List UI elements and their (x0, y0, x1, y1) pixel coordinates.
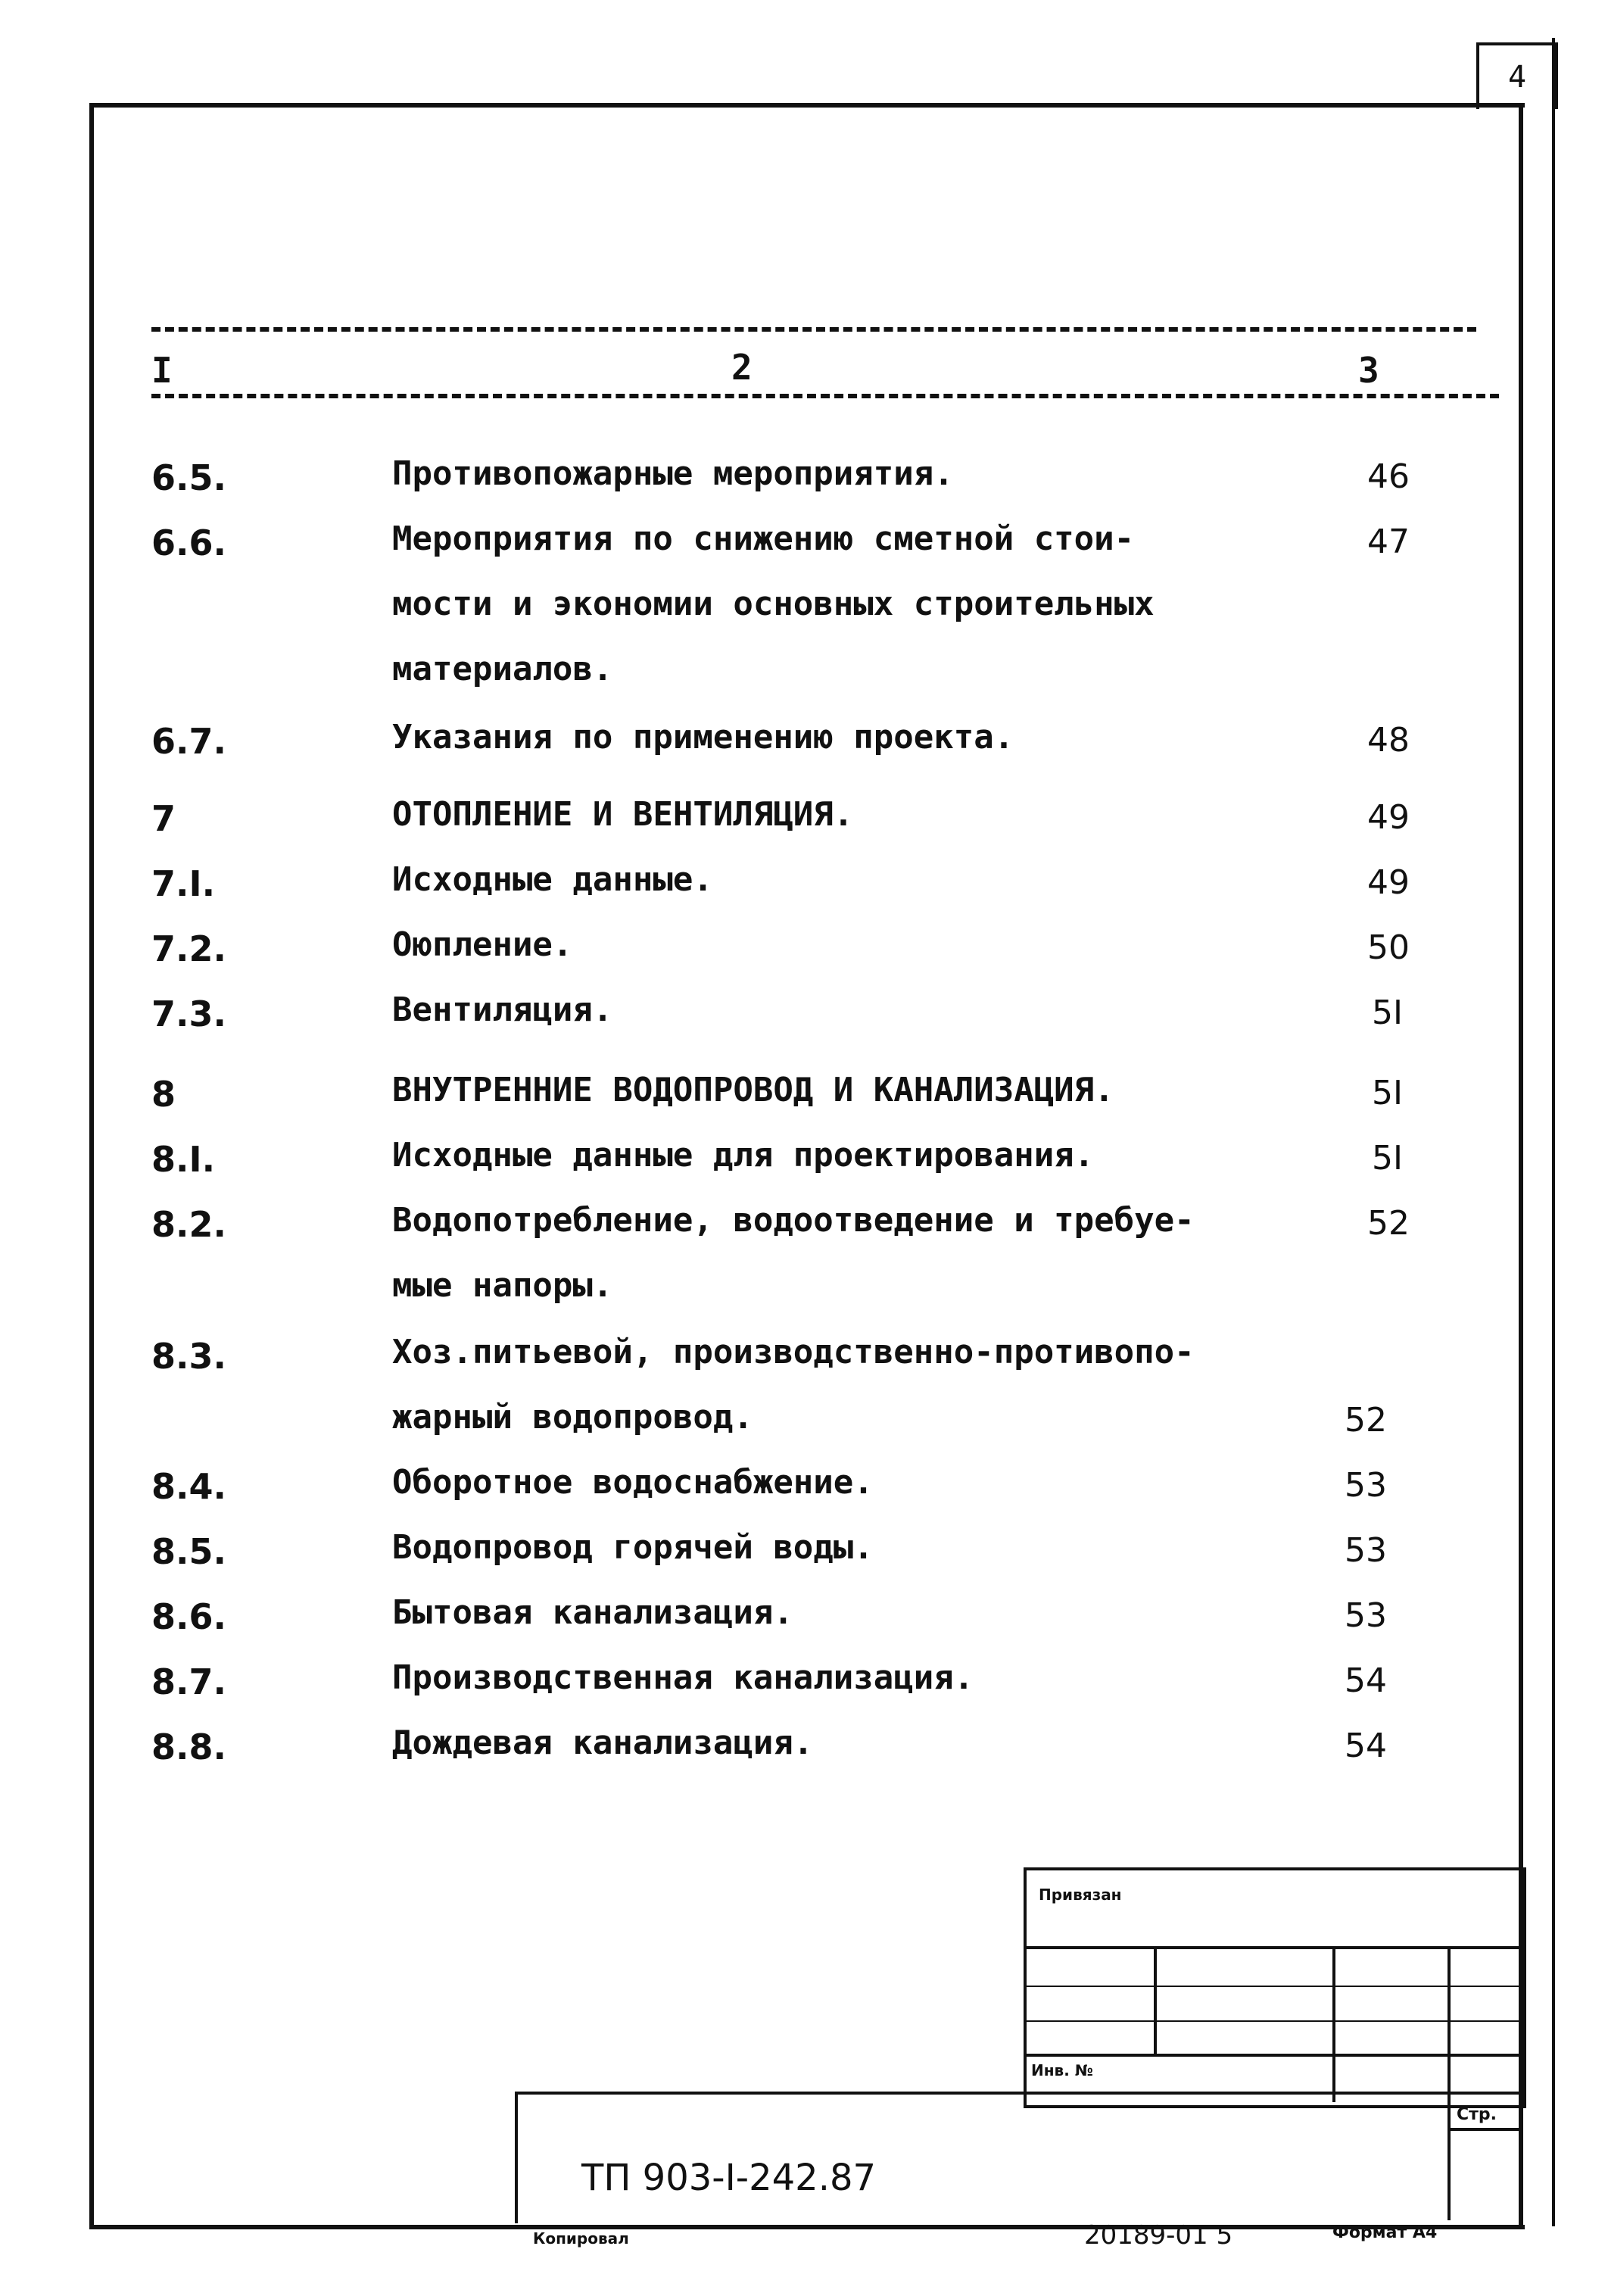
section-title-line: Мероприятия по снижению сметной стои- (392, 519, 1135, 558)
section-title-line: Водопотребление, водоотведение и требуе- (392, 1201, 1195, 1240)
header-rule-top (151, 327, 1476, 332)
tb-line (1448, 2128, 1523, 2131)
page-ref: 53 (1345, 1531, 1387, 1570)
section-number: 7.2. (151, 928, 226, 969)
page-ref: 5I (1372, 994, 1403, 1032)
section-title-line: Противопожарные мероприятия. (392, 454, 954, 493)
page-number: 4 (1476, 42, 1558, 109)
page-ref: 52 (1367, 1204, 1410, 1243)
section-title-line: Исходные данные. (392, 860, 713, 899)
page-label: Стр. (1457, 2105, 1497, 2124)
section-title-line: Хоз.питьевой, производственно-противопо- (392, 1333, 1195, 1371)
section-title-line: Бытовая канализация. (392, 1593, 793, 1632)
page-ref: 5I (1372, 1074, 1403, 1112)
page-ref: 47 (1367, 523, 1410, 561)
bound-label: Привязан (1039, 1886, 1122, 1904)
section-title-line: Водопровод горячей воды. (392, 1528, 874, 1567)
copied-label: Копировал (533, 2229, 629, 2248)
format-label: Формат А4 (1332, 2223, 1438, 2242)
section-title-line: мые напоры. (392, 1266, 613, 1305)
section-number: 8.7. (151, 1661, 226, 1702)
section-title-line: ОТОПЛЕНИЕ И ВЕНТИЛЯЦИЯ. (392, 795, 854, 834)
section-number: 8.6. (151, 1596, 226, 1637)
section-number: 8.5. (151, 1531, 226, 1572)
tb-vline (1448, 1946, 1451, 2102)
section-number: 6.7. (151, 721, 226, 762)
page-ref: 54 (1345, 1727, 1387, 1765)
archive-stamp: 20189-01 5 (1084, 2220, 1233, 2251)
section-number: 7.I. (151, 863, 216, 904)
page-ref: 5I (1372, 1139, 1403, 1178)
page-ref: 50 (1367, 928, 1410, 967)
section-number: 6.6. (151, 523, 226, 563)
page-ref: 53 (1345, 1466, 1387, 1505)
page-ref: 49 (1367, 798, 1410, 837)
section-number: 7 (151, 798, 176, 839)
tb-vline (1448, 2101, 1451, 2220)
header-col-3: 3 (1358, 350, 1379, 391)
page-ref: 48 (1367, 721, 1410, 760)
tb-vline (1154, 1946, 1157, 2057)
header-rule-bottom (151, 394, 1499, 398)
section-number: 8.I. (151, 1139, 216, 1180)
section-number: 7.3. (151, 994, 226, 1034)
section-title-line: Дождевая канализация. (392, 1724, 814, 1762)
page-ref: 52 (1345, 1401, 1387, 1440)
section-title-line: ВНУТРЕННИЕ ВОДОПРОВОД И КАНАЛИЗАЦИЯ. (392, 1071, 1114, 1109)
section-number: 8 (151, 1074, 176, 1115)
header-col-1: I (151, 350, 173, 391)
page-ref: 54 (1345, 1661, 1387, 1700)
section-title-line: Производственная канализация. (392, 1658, 974, 1697)
inv-label: Инв. № (1031, 2061, 1093, 2079)
section-number: 8.3. (151, 1336, 226, 1377)
section-number: 8.2. (151, 1204, 226, 1245)
section-title-line: Оборотное водоснабжение. (392, 1463, 874, 1502)
tb-vline (1332, 1946, 1335, 2102)
page-ref: 53 (1345, 1596, 1387, 1635)
header-col-2: 2 (731, 347, 753, 388)
section-title-line: жарный водопровод. (392, 1398, 753, 1437)
page-ref: 46 (1367, 457, 1410, 496)
section-title-line: мости и экономии основных строительных (392, 585, 1155, 623)
section-title-line: Вентиляция. (392, 990, 613, 1029)
section-title-line: материалов. (392, 650, 613, 688)
document-code: ТП 903-I-242.87 (581, 2157, 877, 2199)
page-ref: 49 (1367, 863, 1410, 902)
frame-outer-edge (1552, 38, 1555, 2226)
section-title-line: Исходные данные для проектирования. (392, 1136, 1095, 1175)
section-title-line: Указания по применению проекта. (392, 718, 1014, 756)
section-number: 8.4. (151, 1466, 226, 1507)
section-number: 6.5. (151, 457, 226, 498)
section-number: 8.8. (151, 1727, 226, 1767)
section-title-line: Оюпление. (392, 925, 573, 964)
